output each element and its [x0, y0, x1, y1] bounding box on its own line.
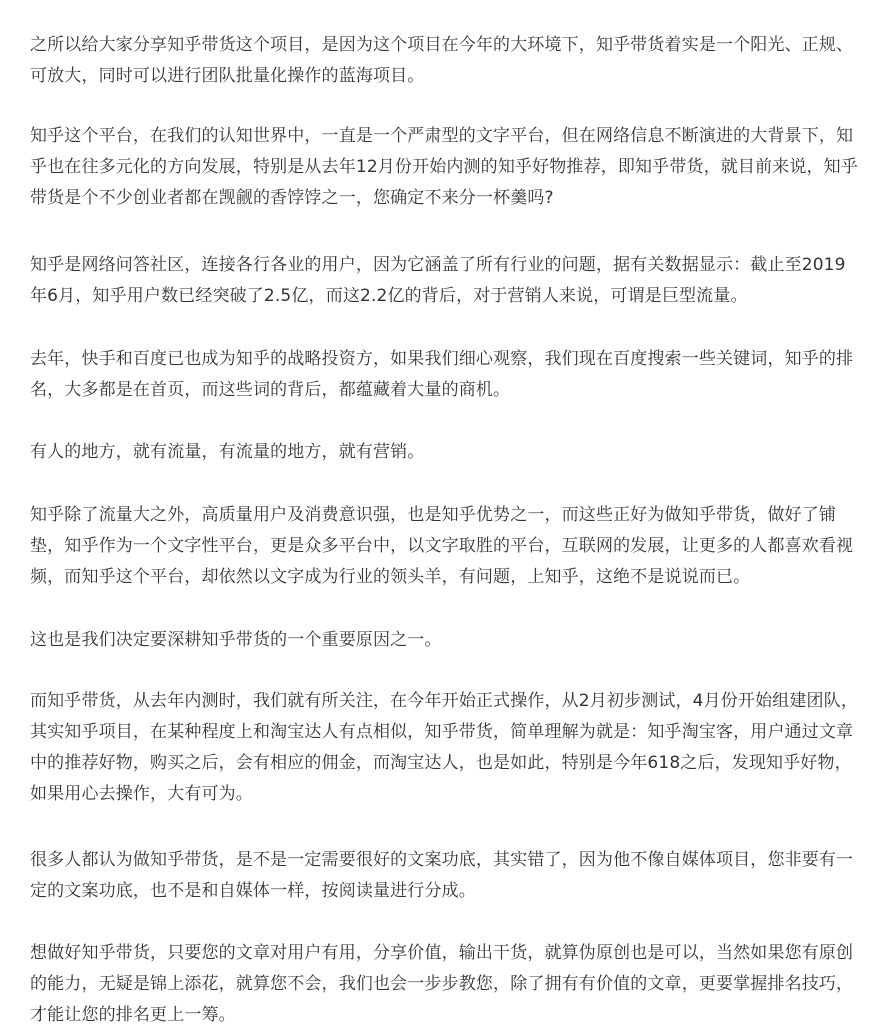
article-paragraph: 去年，快手和百度已也成为知乎的战略投资方，如果我们细心观察，我们现在百度搜索一些关键词，知乎的排名，大多都是在首页，而这些词的背后，都蕴藏着大量的商机。 [30, 349, 854, 400]
article-paragraph: 想做好知乎带货，只要您的文章对用户有用，分享价值，输出干货，就算伪原创也是可以，当然如果您有原创的能力，无疑是锦上添花，就算您不会，我们也会一步步教您，除了拥有有价值的文章，更要掌握排名技巧，才能让您的排名更上一筹。 [30, 943, 854, 1025]
article-paragraph: 知乎这个平台，在我们的认知世界中，一直是一个严肃型的文字平台，但在网络信息不断演进的大背景下，知乎也在往多元化的方向发展，特别是从去年12月份开始内测的知乎好物推荐，即知乎带货，就目前来说，知乎带货是个不少创业者都在觊觎的香饽饽之一，您确定不来分一杯羹吗? [30, 126, 858, 208]
article-paragraph: 知乎是网络问答社区，连接各行各业的用户，因为它涵盖了所有行业的问题，据有关数据显示：截止至2019年6月，知乎用户数已经突破了2.5亿，而这2.2亿的背后，对于营销人来说，可谓是巨型流量。 [30, 255, 846, 306]
article-paragraph: 知乎除了流量大之外，高质量用户及消费意识强，也是知乎优势之一，而这些正好为做知乎带货，做好了铺垫，知乎作为一个文字性平台，更是众多平台中，以文字取胜的平台，互联网的发展，让更多的人都喜欢看视频，而知乎这个平台，却依然以文字成为行业的领头羊，有问题，上知乎，这绝不是说说而已。 [30, 505, 854, 587]
article-paragraph: 之所以给大家分享知乎带货这个项目，是因为这个项目在今年的大环境下，知乎带货着实是一个阳光、正规、可放大，同时可以进行团队批量化操作的蓝海项目。 [30, 35, 854, 86]
article-paragraph: 而知乎带货，从去年内测时，我们就有所关注，在今年开始正式操作，从2月初步测试，4月份开始组建团队，其实知乎项目，在某种程度上和淘宝达人有点相似，知乎带货，简单理解为就是：知乎淘宝客，用户通过文章中的推荐好物，购买之后，会有相应的佣金，而淘宝达人，也是如此，特别是今年618之后，发现知乎好物，如果用心去操作，大有可为。 [30, 691, 858, 804]
article-paragraph: 很多人都认为做知乎带货，是不是一定需要很好的文案功底，其实错了，因为他不像自媒体项目，您非要有一定的文案功底，也不是和自媒体一样，按阅读量进行分成。 [30, 850, 854, 901]
article-paragraph: 有人的地方，就有流量，有流量的地方，就有营销。 [30, 442, 425, 462]
article-paragraph: 这也是我们决定要深耕知乎带货的一个重要原因之一。 [30, 630, 442, 650]
